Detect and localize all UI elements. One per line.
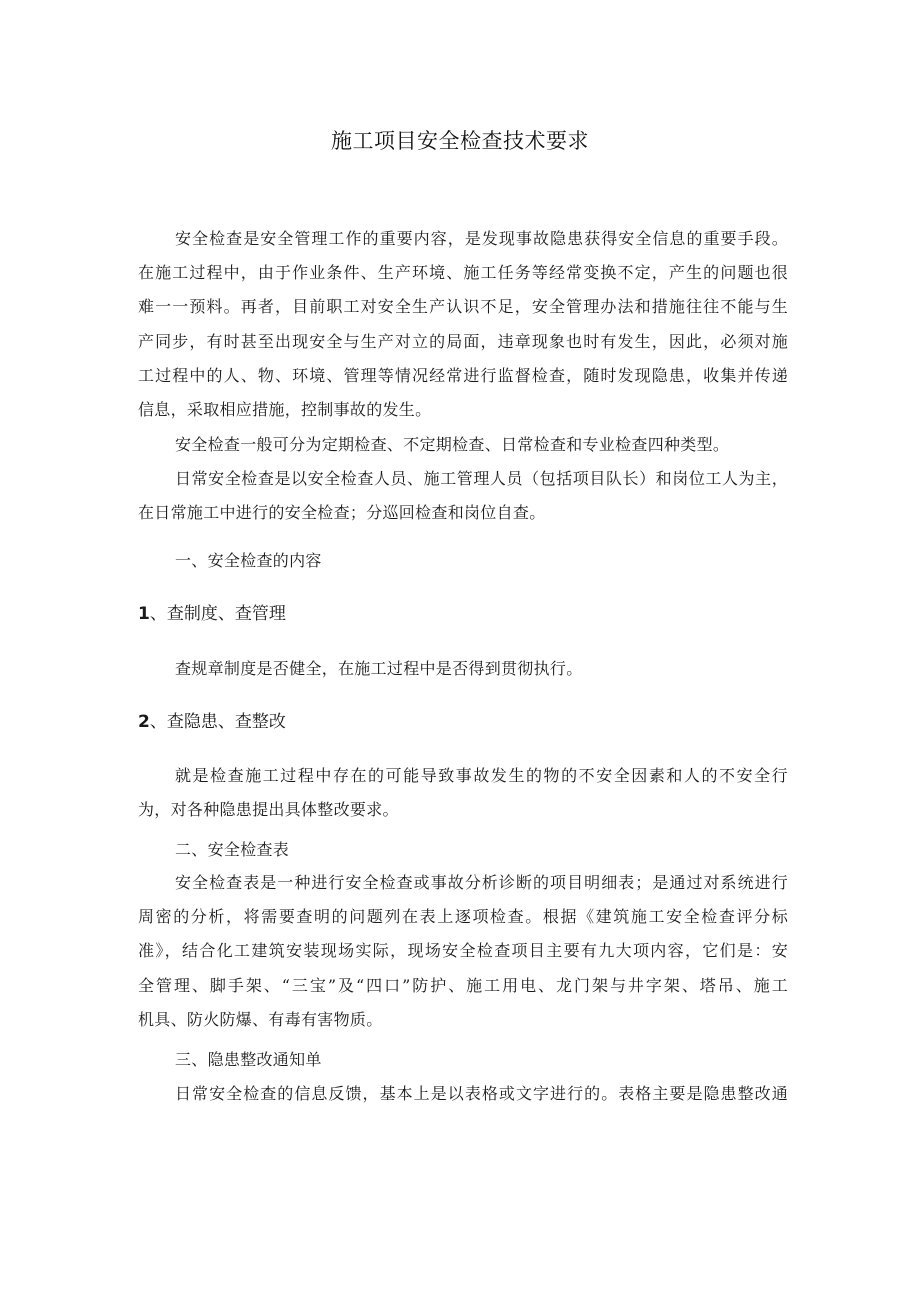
text-line: 产同步，有时甚至出现安全与生产对立的局面，违章现象也时有发生，因此，必须对施 — [138, 331, 788, 351]
text-line: 安全检查是安全管理工作的重要内容，是发现事故隐患获得安全信息的重要手段。 — [175, 229, 788, 248]
paragraph-intro — [138, 222, 788, 427]
text-line: 信息，采取相应措施，控制事故的发生。 — [138, 399, 432, 419]
text-line: 为，对各种隐患提出具体整改要求。 — [138, 800, 399, 820]
paragraph-types — [138, 428, 788, 462]
section-heading-2: 二、安全检查表 — [175, 840, 290, 859]
subheading-2 — [138, 709, 286, 735]
text-line: 工过程中的人、物、环境、管理等情况经常进行监督检查，随时发现隐患，收集并传递 — [138, 365, 788, 385]
paragraph-daily-check — [138, 462, 788, 530]
text-line: 难一一预料。再者，目前职工对安全生产认识不足，安全管理办法和措施往往不能与生 — [138, 297, 788, 317]
subheading-number: 2 — [138, 712, 150, 732]
text-line: 就是检查施工过程中存在的可能导致事故发生的物的不安全因素和人的不安全行 — [175, 766, 788, 785]
text-line: 机具、防火防爆、有毒有害物质。 — [138, 1009, 383, 1029]
subheading-2-body — [138, 759, 788, 827]
subheading-1 — [138, 601, 286, 627]
text-line: 在日常施工中进行的安全检查；分巡回检查和岗位自查。 — [138, 503, 546, 523]
text-line: 日常安全检查是以安全检查人员、施工管理人员（包括项目队长）和岗位工人为主， — [175, 469, 788, 488]
text-line: 安全检查表是一种进行安全检查或事故分析诊断的项目明细表；是通过对系统进行 — [175, 873, 788, 892]
paragraph-feedback — [138, 1077, 788, 1111]
text-line: 安全检查一般可分为定期检查、不定期检查、日常检查和专业检查四种类型。 — [175, 435, 730, 454]
text-line: 日常安全检查的信息反馈，基本上是以表格或文字进行的。表格主要是隐患整改通 — [175, 1084, 788, 1103]
text-line: 周密的分析，将需要查明的问题列在表上逐项检查。根据《建筑施工安全检查评分标 — [138, 907, 788, 927]
paragraph-checklist — [138, 866, 788, 1037]
subheading-text: 、查制度、查管理 — [149, 604, 286, 624]
text-line: 全管理、脚手架、“三宝”及“四口”防护、施工用电、龙门架与井字架、塔吊、施工 — [138, 975, 788, 995]
text-line: 准》，结合化工建筑安装现场实际，现场安全检查项目主要有九大项内容，它们是：安 — [138, 941, 788, 961]
subheading-number: 1 — [138, 604, 150, 624]
subheading-text: 、查隐患、查整改 — [149, 712, 286, 732]
text-line: 在施工过程中，由于作业条件、生产环境、施工任务等经常变换不定，产生的问题也很 — [138, 263, 788, 283]
section-heading-3: 三、隐患整改通知单 — [175, 1050, 322, 1069]
section-heading-1: 一、安全检查的内容 — [175, 551, 322, 570]
subheading-1-body: 查规章制度是否健全，在施工过程中是否得到贯彻执行。 — [175, 659, 583, 678]
document-title: 施工项目安全检查技术要求 — [331, 129, 589, 153]
